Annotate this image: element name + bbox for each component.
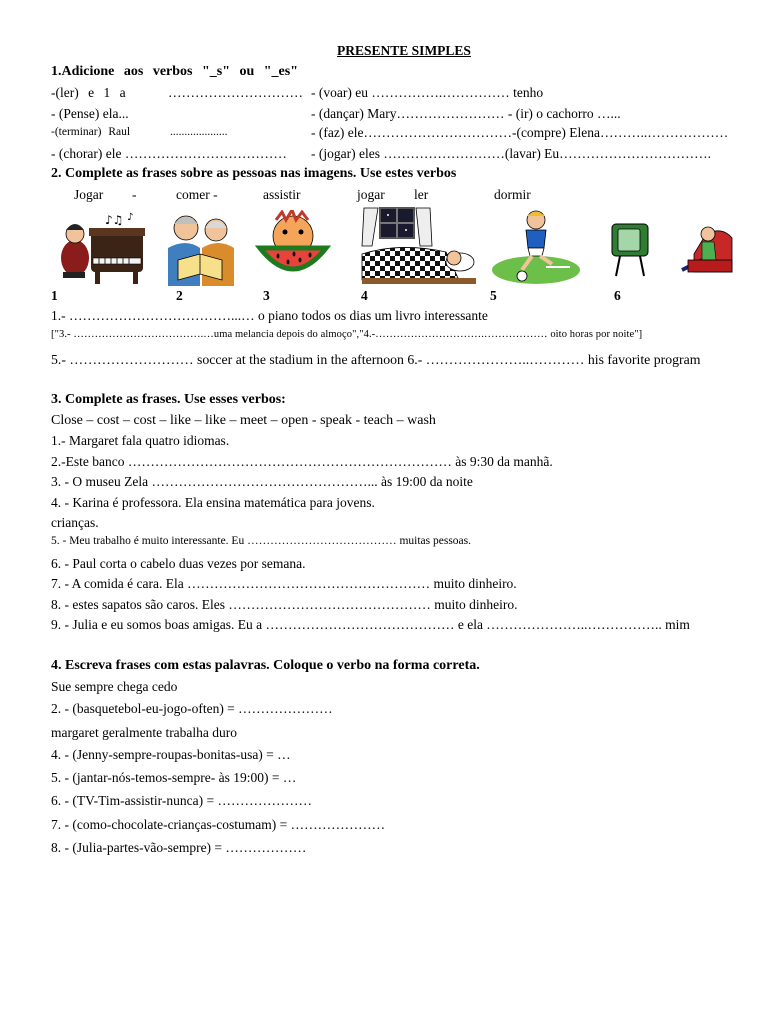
- soccer-player-image: [492, 206, 582, 286]
- s1-row3-left: -(terminar) Raul: [51, 126, 131, 138]
- s1-row2-right: - (dançar) Mary…………………… - (ir) o cachorro …...: [311, 106, 621, 121]
- s4-item-4: 4. - (Jenny-sempre-roupas-bonitas-usa) = …: [51, 747, 291, 762]
- s1-row1-left: -(ler) e 1 a: [51, 85, 126, 100]
- s4-item-3: margaret geralmente trabalha duro: [51, 725, 238, 740]
- picture-number-6: 6: [614, 288, 621, 303]
- piano-player-image: [53, 210, 145, 285]
- s1-row1-blank: …………………………: [168, 85, 303, 100]
- section2-heading: 2. Complete as frases sobre as pessoas nas imagens. Use estes verbos: [51, 166, 457, 181]
- s2-line2: ["3.- ……………………………….…uma melancia depois do almoço","4.-………………………….……………… oito horas por noite"]: [51, 329, 643, 340]
- s3-item-8: 8. - estes sapatos são caros. Eles ……………………………………… muito dinheiro.: [51, 597, 518, 612]
- section3-heading: 3. Complete as frases. Use esses verbos:: [51, 392, 286, 407]
- s3-item-2: 2.-Este banco ……………………………………………………………… às 9:30 da manhã.: [51, 454, 553, 469]
- s1-row3-blank: ....................: [170, 126, 228, 138]
- s2-line3: 5.- ……………………… soccer at the stadium in the afternoon 6.- …………………..………… his favorite program: [51, 352, 701, 367]
- picture-number-2: 2: [176, 288, 183, 303]
- s4-item-5: 5. - (jantar-nós-temos-sempre- às 19:00) = …: [51, 770, 297, 785]
- s4-item-1: Sue sempre chega cedo: [51, 679, 178, 694]
- s1-row4-left: - (chorar) ele ………………………………: [51, 146, 287, 161]
- s4-item-8: 8. - (Julia-partes-vão-sempre) = ………………: [51, 840, 307, 855]
- s1-row1-right: - (voar) eu …………….…………… tenho: [311, 85, 544, 100]
- svg-text:♪♫: ♪♫: [105, 213, 124, 227]
- s3-item-7: 7. - A comida é cara. Ela ……………………………………………… muito dinheiro.: [51, 576, 517, 591]
- section4-heading: 4. Escreva frases com estas palavras. Coloque o verbo na forma correta.: [51, 658, 480, 673]
- s4-item-7: 7. - (como-chocolate-crianças-costumam) = …………………: [51, 817, 386, 832]
- s1-row4-right: - (jogar) eles ………………………(lavar) Eu…………………………….: [311, 146, 712, 161]
- s3-item-3: 3. - O museu Zela …………………………………………... às 19:00 da noite: [51, 474, 473, 489]
- s3-item-9: 9. - Julia e eu somos boas amigas. Eu a …………………………………… e ela …………………..…………….. mim: [51, 617, 690, 632]
- s4-item-2: 2. - (basquetebol-eu-jogo-often) = …………………: [51, 701, 333, 716]
- s3-verbs-line: Close – cost – cost – like – like – meet – open - speak - teach – wash: [51, 413, 436, 428]
- worksheet-title: PRESENTE SIMPLES: [337, 43, 471, 58]
- s1-row2-left: - (Pense) ela...: [51, 106, 129, 121]
- s4-item-6: 6. - (TV-Tim-assistir-nunca) = …………………: [51, 793, 312, 808]
- verb-jogar-2: jogar: [357, 187, 385, 202]
- picture-number-4: 4: [361, 288, 368, 303]
- s3-item-5: 5. - Meu trabalho é muito interessante. Eu ………………………………… muitas pessoas.: [51, 535, 472, 547]
- picture-number-5: 5: [490, 288, 497, 303]
- verb-dash: -: [132, 187, 137, 202]
- verb-assistir: assistir: [263, 187, 301, 202]
- section1-heading: 1.Adicione aos verbos "_s" ou "_es": [51, 64, 298, 79]
- sleeping-bed-image: [360, 206, 480, 286]
- verb-dormir: dormir: [494, 187, 531, 202]
- verb-comer: comer -: [176, 187, 218, 202]
- s3-item-4-continued: crianças.: [51, 515, 99, 530]
- watermelon-eating-image: [254, 210, 332, 278]
- s3-item-1: 1.- Margaret fala quatro idiomas.: [51, 433, 230, 448]
- picture-number-1: 1: [51, 288, 58, 303]
- tv-watching-image: [610, 220, 740, 280]
- s3-item-6: 6. - Paul corta o cabelo duas vezes por semana.: [51, 556, 306, 571]
- s1-row3-right: - (faz) ele……………………………-(compre) Elena………..………………: [311, 125, 729, 140]
- s2-line1: 1.- ………………………………...… o piano todos os dias um livro interessante: [51, 308, 488, 323]
- svg-text:♪: ♪: [127, 212, 134, 223]
- picture-number-3: 3: [263, 288, 270, 303]
- verb-ler: ler: [414, 187, 429, 202]
- couple-reading-image: [160, 208, 242, 286]
- s3-item-4: 4. - Karina é professora. Ela ensina matemática para jovens.: [51, 495, 375, 510]
- verb-jogar: Jogar: [74, 187, 104, 202]
